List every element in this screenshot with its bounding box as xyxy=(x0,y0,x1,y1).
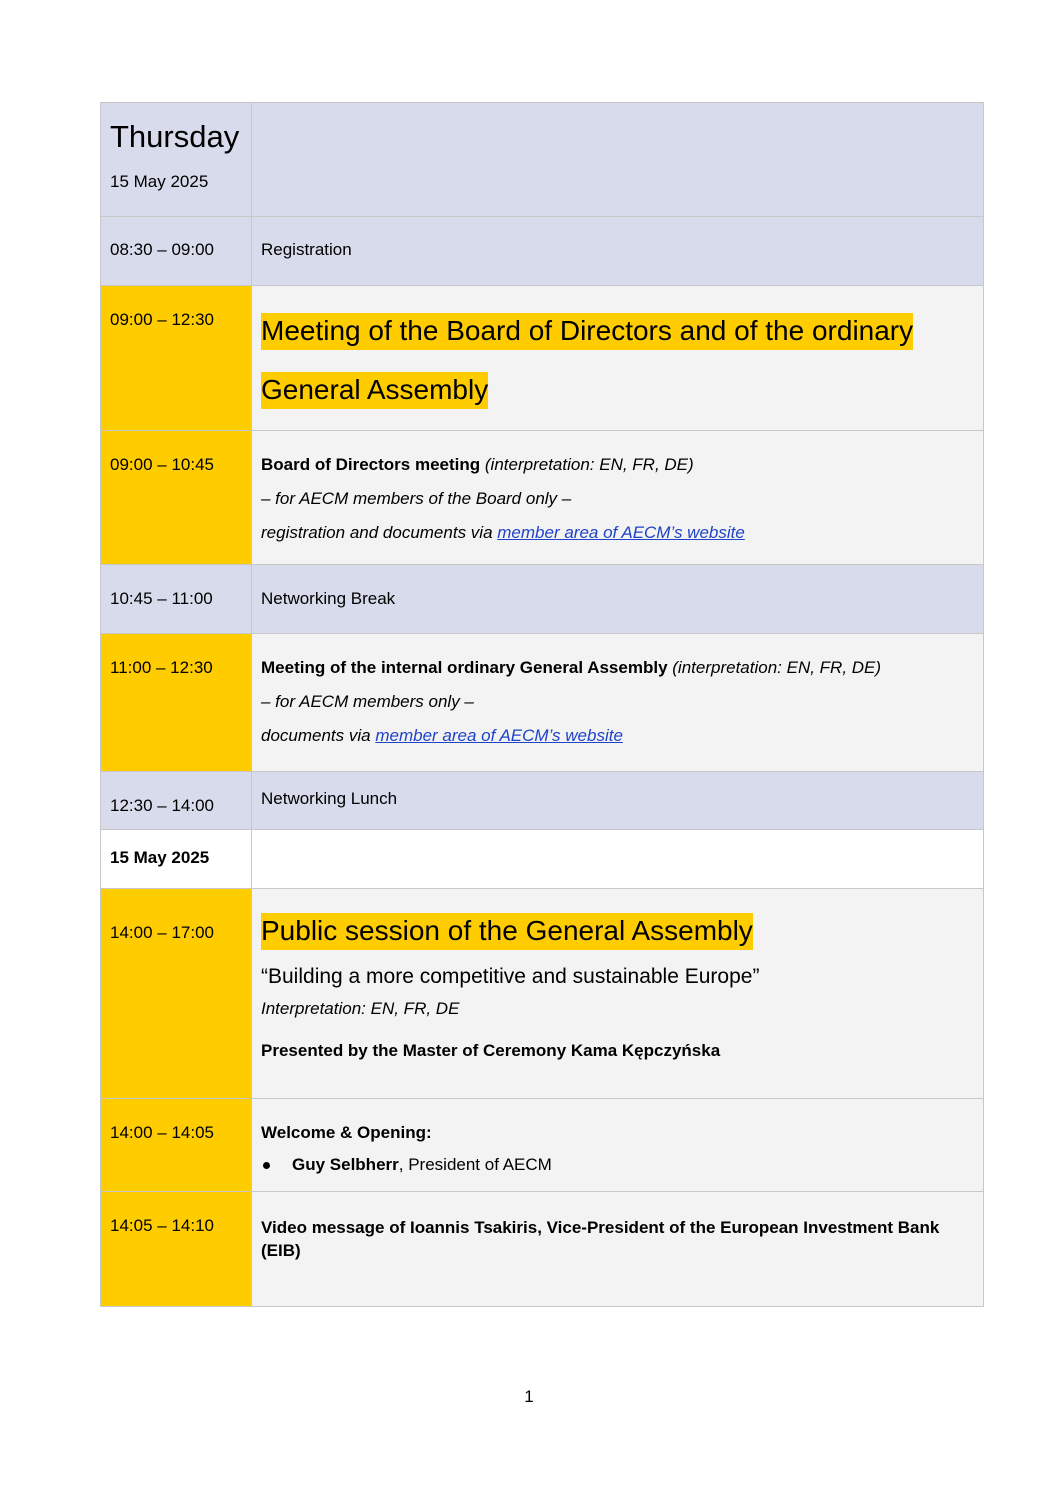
time-cell xyxy=(101,565,252,634)
time-cell xyxy=(101,1099,252,1192)
public-session-quote: “Building a more competitive and sustainable Europe” xyxy=(261,965,760,988)
time-label: 14:05 – 14:10 xyxy=(110,1216,214,1235)
date-cell xyxy=(101,830,252,889)
table-row xyxy=(101,1099,984,1192)
day-title: Thursday xyxy=(110,119,240,154)
time-cell xyxy=(101,889,252,1099)
time-label: 11:00 – 12:30 xyxy=(110,658,213,677)
ga-doc-prefix: documents via xyxy=(261,726,371,745)
body-cell xyxy=(252,634,984,772)
ga-note: – for AECM members only – xyxy=(261,692,474,711)
time-label: 09:00 – 10:45 xyxy=(110,455,214,474)
session-title xyxy=(261,301,974,419)
day-date: 15 May 2025 xyxy=(110,172,209,191)
time-label: 08:30 – 09:00 xyxy=(110,240,214,259)
table-row xyxy=(101,634,984,772)
page-number: 1 xyxy=(524,1387,534,1406)
day-header-empty xyxy=(252,103,984,217)
welcome-title: Welcome & Opening: xyxy=(261,1123,432,1142)
body-cell xyxy=(252,565,984,634)
public-session-title: Public session of the General Assembly xyxy=(261,911,974,951)
date-label: 15 May 2025 xyxy=(110,848,210,867)
table-row xyxy=(101,217,984,286)
time-cell xyxy=(101,772,252,830)
member-area-link[interactable]: member area of AECM’s website xyxy=(375,726,623,745)
body-cell xyxy=(252,1099,984,1192)
registration-label: Registration xyxy=(261,240,352,259)
public-session-presenter: Presented by the Master of Ceremony Kama Kępczyńska xyxy=(261,1041,721,1060)
agenda-table xyxy=(100,102,984,1307)
day-header-cell xyxy=(101,103,252,217)
ga-interpretation: (interpretation: EN, FR, DE) xyxy=(672,658,882,677)
table-row xyxy=(101,431,984,565)
table-row xyxy=(101,1192,984,1307)
time-label: 10:45 – 11:00 xyxy=(110,589,213,608)
ga-heading-line xyxy=(261,651,974,685)
body-cell xyxy=(252,431,984,565)
session-title-line2: General Assembly xyxy=(261,372,488,409)
board-note: – for AECM members of the Board only – xyxy=(261,489,572,508)
body-cell xyxy=(252,889,984,1099)
board-registration-line xyxy=(261,516,974,550)
body-cell xyxy=(252,1192,984,1307)
speaker-role: , President of AECM xyxy=(398,1155,552,1174)
board-heading-line xyxy=(261,448,974,482)
table-row xyxy=(101,565,984,634)
bullet-icon xyxy=(263,1162,270,1169)
day-header-row xyxy=(101,103,984,217)
speaker-list-item xyxy=(261,1155,974,1175)
time-cell xyxy=(101,217,252,286)
time-label: 12:30 – 14:00 xyxy=(110,796,214,815)
body-cell xyxy=(252,286,984,431)
session-title-line1: Meeting of the Board of Directors and of the ordinary xyxy=(261,313,913,350)
member-area-link[interactable]: member area of AECM’s website xyxy=(497,523,745,542)
date-empty-cell xyxy=(252,830,984,889)
ga-documents-line xyxy=(261,719,974,753)
time-cell xyxy=(101,431,252,565)
time-label: 14:00 – 17:00 xyxy=(110,923,214,942)
time-cell xyxy=(101,634,252,772)
speaker-name: Guy Selbherr xyxy=(292,1155,399,1174)
speaker-line xyxy=(292,1155,552,1175)
table-row xyxy=(101,889,984,1099)
body-cell xyxy=(252,217,984,286)
table-row xyxy=(101,286,984,431)
time-cell xyxy=(101,1192,252,1307)
break-label: Networking Break xyxy=(261,589,396,608)
lunch-label: Networking Lunch xyxy=(261,789,398,808)
public-session-interpretation: Interpretation: EN, FR, DE xyxy=(261,999,460,1018)
board-reg-prefix: registration and documents via xyxy=(261,523,493,542)
ga-title: Meeting of the internal ordinary General Assembly xyxy=(261,658,668,677)
body-cell xyxy=(252,772,984,830)
time-cell xyxy=(101,286,252,431)
board-title: Board of Directors meeting xyxy=(261,455,481,474)
table-row xyxy=(101,772,984,830)
board-interpretation: (interpretation: EN, FR, DE) xyxy=(484,455,694,474)
video-message-text: Video message of Ioannis Tsakiris, Vice-President of the European Investment Bank (EIB) xyxy=(261,1218,940,1260)
table-row xyxy=(101,830,984,889)
time-label: 14:00 – 14:05 xyxy=(110,1123,214,1142)
time-label: 09:00 – 12:30 xyxy=(110,310,214,329)
